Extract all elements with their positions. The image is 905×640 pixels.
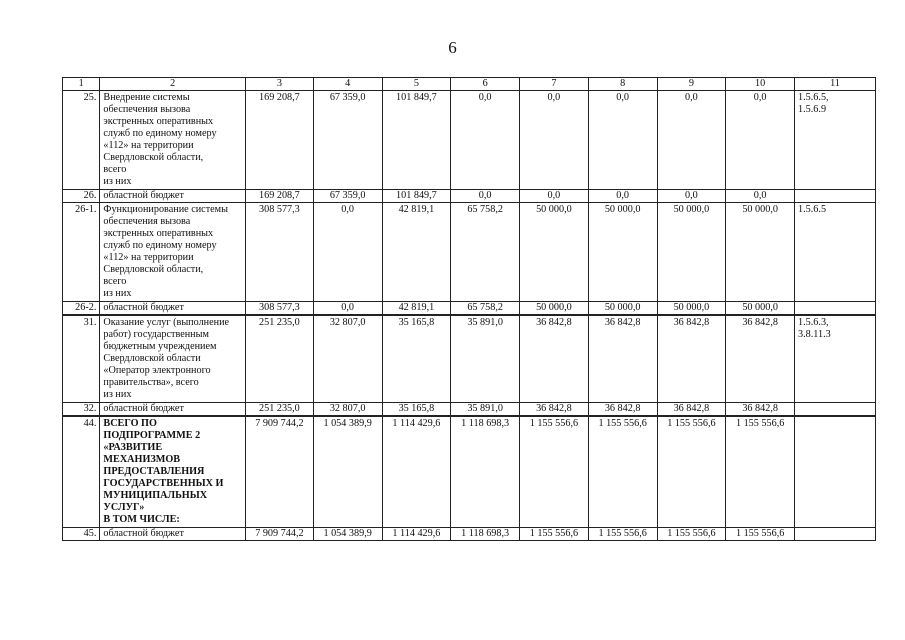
value-cell: 50 000,0 xyxy=(520,203,589,302)
row-name: Внедрение системы обеспечения вызова экстренных оперативных служб по единому номеру «112» на территории Свердловской области, всего из них xyxy=(100,91,246,190)
value-cell: 50 000,0 xyxy=(520,302,589,316)
value-cell: 0,0 xyxy=(520,190,589,203)
value-cell: 0,0 xyxy=(520,91,589,190)
value-cell: 42 819,1 xyxy=(382,203,451,302)
value-cell: 36 842,8 xyxy=(726,403,795,417)
row-name: Оказание услуг (выполнение работ) государственным бюджетным учреждением Свердловской области «Оператор электронного правительства», всего из них xyxy=(100,315,246,403)
value-cell: 7 909 744,2 xyxy=(246,528,314,541)
reference-cell xyxy=(795,528,876,541)
value-cell: 50 000,0 xyxy=(588,203,657,302)
row-number: 26-1. xyxy=(63,203,100,302)
value-cell: 0,0 xyxy=(726,91,795,190)
value-cell: 35 891,0 xyxy=(451,315,520,403)
row-number: 31. xyxy=(63,315,100,403)
value-cell: 50 000,0 xyxy=(657,203,726,302)
reference-cell: 1.5.6.5 xyxy=(795,203,876,302)
reference-cell xyxy=(795,403,876,417)
value-cell: 67 359,0 xyxy=(313,190,382,203)
header-cell: 10 xyxy=(726,78,795,91)
value-cell: 1 118 698,3 xyxy=(451,416,520,528)
row-name: областной бюджет xyxy=(100,302,246,316)
value-cell: 35 165,8 xyxy=(382,315,451,403)
value-cell: 67 359,0 xyxy=(313,91,382,190)
value-cell: 36 842,8 xyxy=(588,403,657,417)
header-cell: 6 xyxy=(451,78,520,91)
value-cell: 32 807,0 xyxy=(313,403,382,417)
value-cell: 1 155 556,6 xyxy=(657,416,726,528)
row-name: областной бюджет xyxy=(100,528,246,541)
value-cell: 50 000,0 xyxy=(726,203,795,302)
reference-cell xyxy=(795,190,876,203)
table-header-row xyxy=(63,78,876,91)
table-row xyxy=(63,91,876,190)
reference-cell xyxy=(795,302,876,316)
value-cell: 36 842,8 xyxy=(588,315,657,403)
header-cell: 7 xyxy=(520,78,589,91)
value-cell: 0,0 xyxy=(657,190,726,203)
value-cell: 36 842,8 xyxy=(726,315,795,403)
value-cell: 35 891,0 xyxy=(451,403,520,417)
value-cell: 35 165,8 xyxy=(382,403,451,417)
value-cell: 169 208,7 xyxy=(246,91,314,190)
row-number: 45. xyxy=(63,528,100,541)
table-row xyxy=(63,302,876,316)
value-cell: 1 155 556,6 xyxy=(588,528,657,541)
value-cell: 0,0 xyxy=(451,91,520,190)
value-cell: 1 155 556,6 xyxy=(726,528,795,541)
value-cell: 0,0 xyxy=(451,190,520,203)
value-cell: 0,0 xyxy=(657,91,726,190)
value-cell: 0,0 xyxy=(588,91,657,190)
header-cell: 8 xyxy=(588,78,657,91)
budget-table xyxy=(62,77,876,541)
row-name: областной бюджет xyxy=(100,403,246,417)
row-number: 26. xyxy=(63,190,100,203)
page-number: 6 xyxy=(448,38,457,57)
value-cell: 0,0 xyxy=(588,190,657,203)
value-cell: 1 054 389,9 xyxy=(313,416,382,528)
header-cell: 11 xyxy=(795,78,876,91)
row-number: 44. xyxy=(63,416,100,528)
value-cell: 1 155 556,6 xyxy=(726,416,795,528)
reference-cell xyxy=(795,416,876,528)
value-cell: 1 155 556,6 xyxy=(657,528,726,541)
header-cell: 5 xyxy=(382,78,451,91)
value-cell: 1 054 389,9 xyxy=(313,528,382,541)
value-cell: 1 114 429,6 xyxy=(382,416,451,528)
value-cell: 32 807,0 xyxy=(313,315,382,403)
row-name: Функционирование системы обеспечения вызова экстренных оперативных служб по единому номеру «112» на территории Свердловской области, всего из них xyxy=(100,203,246,302)
table-row xyxy=(63,416,876,528)
value-cell: 1 155 556,6 xyxy=(588,416,657,528)
row-number: 26-2. xyxy=(63,302,100,316)
header-cell: 2 xyxy=(100,78,246,91)
value-cell: 36 842,8 xyxy=(657,403,726,417)
row-name: областной бюджет xyxy=(100,190,246,203)
value-cell: 251 235,0 xyxy=(246,403,314,417)
value-cell: 50 000,0 xyxy=(588,302,657,316)
row-number: 32. xyxy=(63,403,100,417)
table-row xyxy=(63,528,876,541)
header-cell: 1 xyxy=(63,78,100,91)
value-cell: 42 819,1 xyxy=(382,302,451,316)
value-cell: 36 842,8 xyxy=(657,315,726,403)
value-cell: 101 849,7 xyxy=(382,91,451,190)
value-cell: 36 842,8 xyxy=(520,315,589,403)
value-cell: 308 577,3 xyxy=(246,203,314,302)
value-cell: 308 577,3 xyxy=(246,302,314,316)
value-cell: 0,0 xyxy=(726,190,795,203)
value-cell: 251 235,0 xyxy=(246,315,314,403)
value-cell: 7 909 744,2 xyxy=(246,416,314,528)
value-cell: 65 758,2 xyxy=(451,203,520,302)
value-cell: 50 000,0 xyxy=(726,302,795,316)
value-cell: 1 155 556,6 xyxy=(520,416,589,528)
reference-cell: 1.5.6.3, 3.8.11.3 xyxy=(795,315,876,403)
table-row xyxy=(63,403,876,417)
row-name: ВСЕГО ПО ПОДПРОГРАММЕ 2 «РАЗВИТИЕ МЕХАНИЗМОВ ПРЕДОСТАВЛЕНИЯ ГОСУДАРСТВЕННЫХ И МУНИЦИПАЛЬНЫХ УСЛУГ» В ТОМ ЧИСЛЕ: xyxy=(100,416,246,528)
value-cell: 101 849,7 xyxy=(382,190,451,203)
header-cell: 3 xyxy=(246,78,314,91)
reference-cell: 1.5.6.5, 1.5.6.9 xyxy=(795,91,876,190)
value-cell: 36 842,8 xyxy=(520,403,589,417)
value-cell: 169 208,7 xyxy=(246,190,314,203)
table-row xyxy=(63,315,876,403)
value-cell: 0,0 xyxy=(313,203,382,302)
header-cell: 4 xyxy=(313,78,382,91)
value-cell: 1 114 429,6 xyxy=(382,528,451,541)
header-cell: 9 xyxy=(657,78,726,91)
value-cell: 50 000,0 xyxy=(657,302,726,316)
value-cell: 1 155 556,6 xyxy=(520,528,589,541)
value-cell: 1 118 698,3 xyxy=(451,528,520,541)
table-row xyxy=(63,190,876,203)
row-number: 25. xyxy=(63,91,100,190)
value-cell: 0,0 xyxy=(313,302,382,316)
value-cell: 65 758,2 xyxy=(451,302,520,316)
table-row xyxy=(63,203,876,302)
